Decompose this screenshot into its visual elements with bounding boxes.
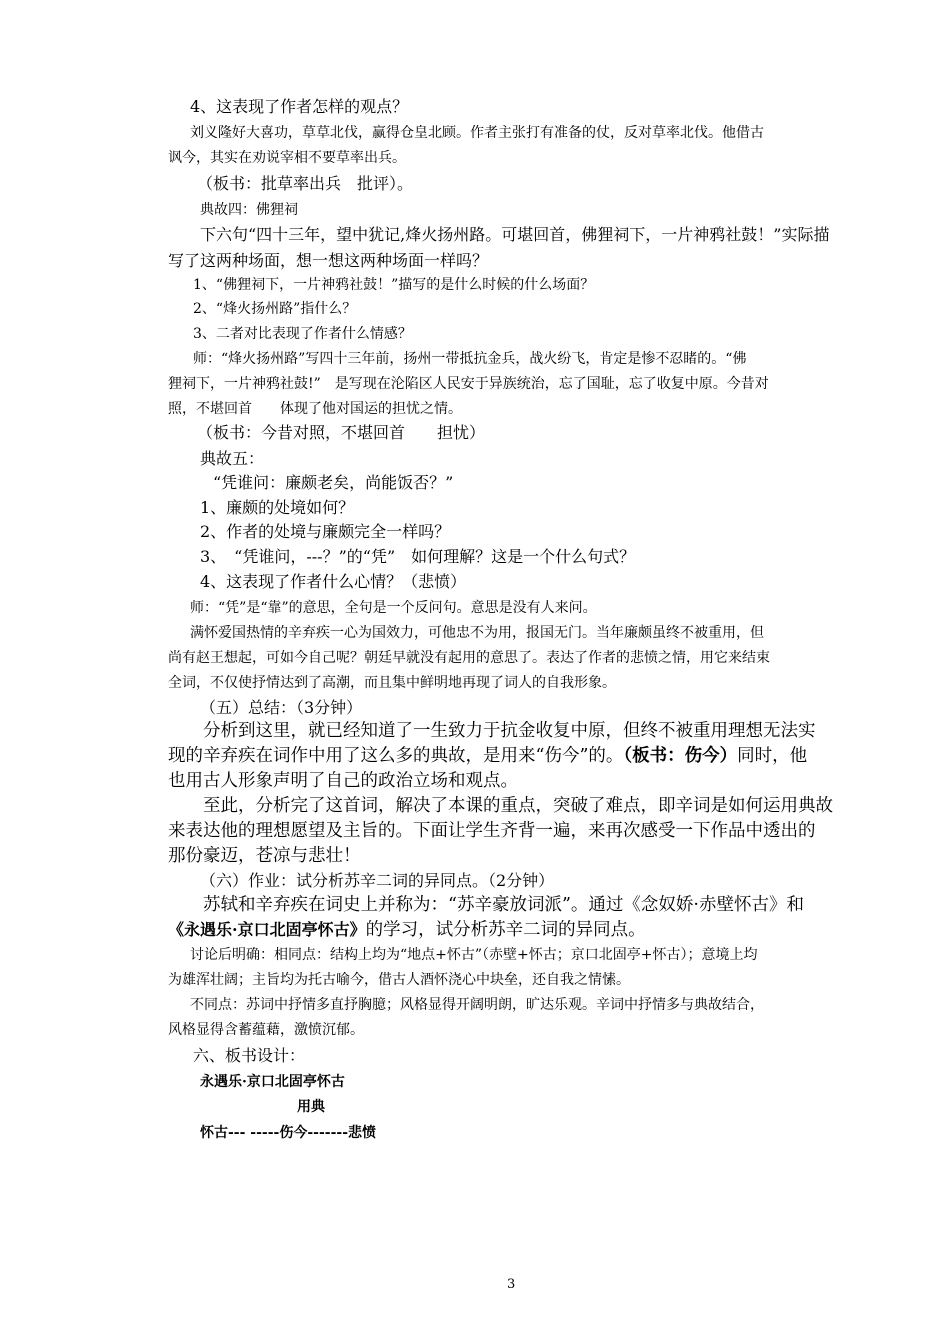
board-design-subtitle: 用典 bbox=[297, 1099, 325, 1115]
teacher-note-line: 狸祠下，一片神鸦社鼓!” 是写现在沦陷区人民安于异族统治，忘了国耻，忘了收复中原。今昔对 bbox=[168, 376, 769, 392]
paragraph-line: 尚有赵王想起，可如今自己呢？朝廷早就没有起用的意思了。表达了作者的悲愤之情，用它来结束 bbox=[168, 650, 770, 666]
paragraph-line: 苏轼和辛弃疾在词史上并称为：“苏辛豪放词派”。通过《念奴娇·赤壁怀古》和 bbox=[203, 895, 804, 915]
paragraph-line: 来表达他的理想愿望及主旨的。下面让学生齐背一遍，来再次感受一下作品中透出的 bbox=[168, 821, 816, 841]
board-note: （板书：今昔对照，不堪回首 担忧） bbox=[197, 423, 486, 442]
section-heading-board-design: 六、板书设计： bbox=[193, 1046, 306, 1065]
paragraph-line bbox=[168, 922, 646, 940]
teacher-note-line: 师：“凭”是“靠”的意思，全句是一个反问句。意思是没有人来问。 bbox=[190, 600, 597, 616]
teacher-note-line: 师：“烽火扬州路”写四十三年前，扬州一带抵抗金兵，战火纷飞，肯定是惨不忍睹的。“佛 bbox=[193, 351, 747, 367]
question-4: 4、这表现了作者怎样的观点？ bbox=[190, 97, 409, 116]
paragraph-line: 全词，不仅使抒情达到了高潮，而且集中鲜明地再现了词人的自我形象。 bbox=[168, 675, 616, 691]
board-design-flow: 怀古--- -----伤今-------悲愤 bbox=[200, 1125, 377, 1141]
paragraph-text: 的学习，试分析苏辛二词的异同点。 bbox=[365, 920, 646, 940]
paragraph-line: 那份豪迈，苍凉与悲壮！ bbox=[168, 846, 361, 866]
quotation: “凭谁问：廉颇老矣，尚能饭否？” bbox=[213, 473, 454, 492]
paragraph-text: 现的辛弃疾在词作中用了这么多的典故，是用来“伤今”的。 bbox=[168, 746, 624, 766]
discussion-line: 为雄浑壮阔；主旨均为托古喻今，借古人酒怀浇心中块垒，还自我之情愫。 bbox=[168, 972, 630, 988]
discussion-line: 讨论后明确：相同点：结构上均为“地点+怀古”（赤壁+怀古；京口北固亭+怀古）；意境上均 bbox=[190, 947, 758, 963]
question-item: 1、廉颇的处境如何？ bbox=[200, 498, 355, 517]
answer-line: 刘义隆好大喜功，草草北伐，赢得仓皇北顾。作者主张打有准备的仗，反对草率北伐。他借古 bbox=[190, 125, 764, 141]
page-number: 3 bbox=[507, 1277, 516, 1292]
paragraph-line: 下六句“四十三年，望中犹记,烽火扬州路。可堪回首，佛狸祠下，一片神鸦社鼓！”实际描 bbox=[200, 225, 830, 244]
poem-title: 《永遇乐·京口北固亭怀古》 bbox=[168, 920, 366, 939]
section-heading-homework: （六）作业：试分析苏辛二词的异同点。（2分钟） bbox=[200, 871, 555, 890]
paragraph-text: 同时，他 bbox=[737, 746, 808, 766]
teacher-note-line: 照，不堪回首 体现了他对国运的担忧之情。 bbox=[168, 401, 462, 417]
discussion-line: 风格显得含蓄蕴藉，激愤沉郁。 bbox=[168, 1022, 364, 1038]
question-item: 2、“烽火扬州路”指什么？ bbox=[193, 301, 357, 317]
board-design-title: 永遇乐·京口北固亭怀古 bbox=[200, 1074, 345, 1090]
paragraph-line: 写了这两种场面，想一想这两种场面一样吗？ bbox=[168, 251, 489, 270]
paragraph-line: 分析到这里，就已经知道了一生致力于抗金收复中原，但终不被重用理想无法实 bbox=[203, 721, 816, 741]
question-item: 4、这表现了作者什么心情？（悲愤） bbox=[200, 572, 467, 591]
paragraph-line: 也用古人形象声明了自己的政治立场和观点。 bbox=[168, 771, 518, 791]
question-item: 3、 “凭谁问，---？”的“凭” 如何理解？这是一个什么句式？ bbox=[200, 547, 636, 566]
section-heading-summary: （五）总结：（3分钟） bbox=[200, 698, 363, 717]
paragraph-line: 至此，分析完了这首词，解决了本课的重点，突破了难点，即辛词是如何运用典故 bbox=[203, 796, 833, 816]
question-item: 3、二者对比表现了作者什么情感？ bbox=[193, 326, 412, 342]
allusion-heading: 典故五： bbox=[200, 449, 265, 468]
discussion-line: 不同点：苏词中抒情多直抒胸臆；风格显得开阔明朗，旷达乐观。辛词中抒情多与典故结合， bbox=[190, 997, 764, 1013]
board-note: （板书：批草率出兵 批评）。 bbox=[197, 174, 414, 193]
paragraph-line: 满怀爱国热情的辛弃疾一心为国效力，可他忠不为用，报国无门。当年廉颇虽终不被重用，但 bbox=[190, 625, 764, 641]
answer-line: 讽今，其实在劝说宰相不要草率出兵。 bbox=[168, 150, 406, 166]
paragraph-line bbox=[168, 748, 807, 766]
allusion-heading: 典故四：佛狸祠 bbox=[200, 202, 298, 218]
board-note-bold: （板书：伤今） bbox=[623, 746, 738, 766]
question-item: 2、作者的处境与廉颇完全一样吗？ bbox=[200, 522, 451, 541]
question-item: 1、“佛狸祠下，一片神鸦社鼓！”描写的是什么时候的什么场面？ bbox=[193, 277, 595, 293]
